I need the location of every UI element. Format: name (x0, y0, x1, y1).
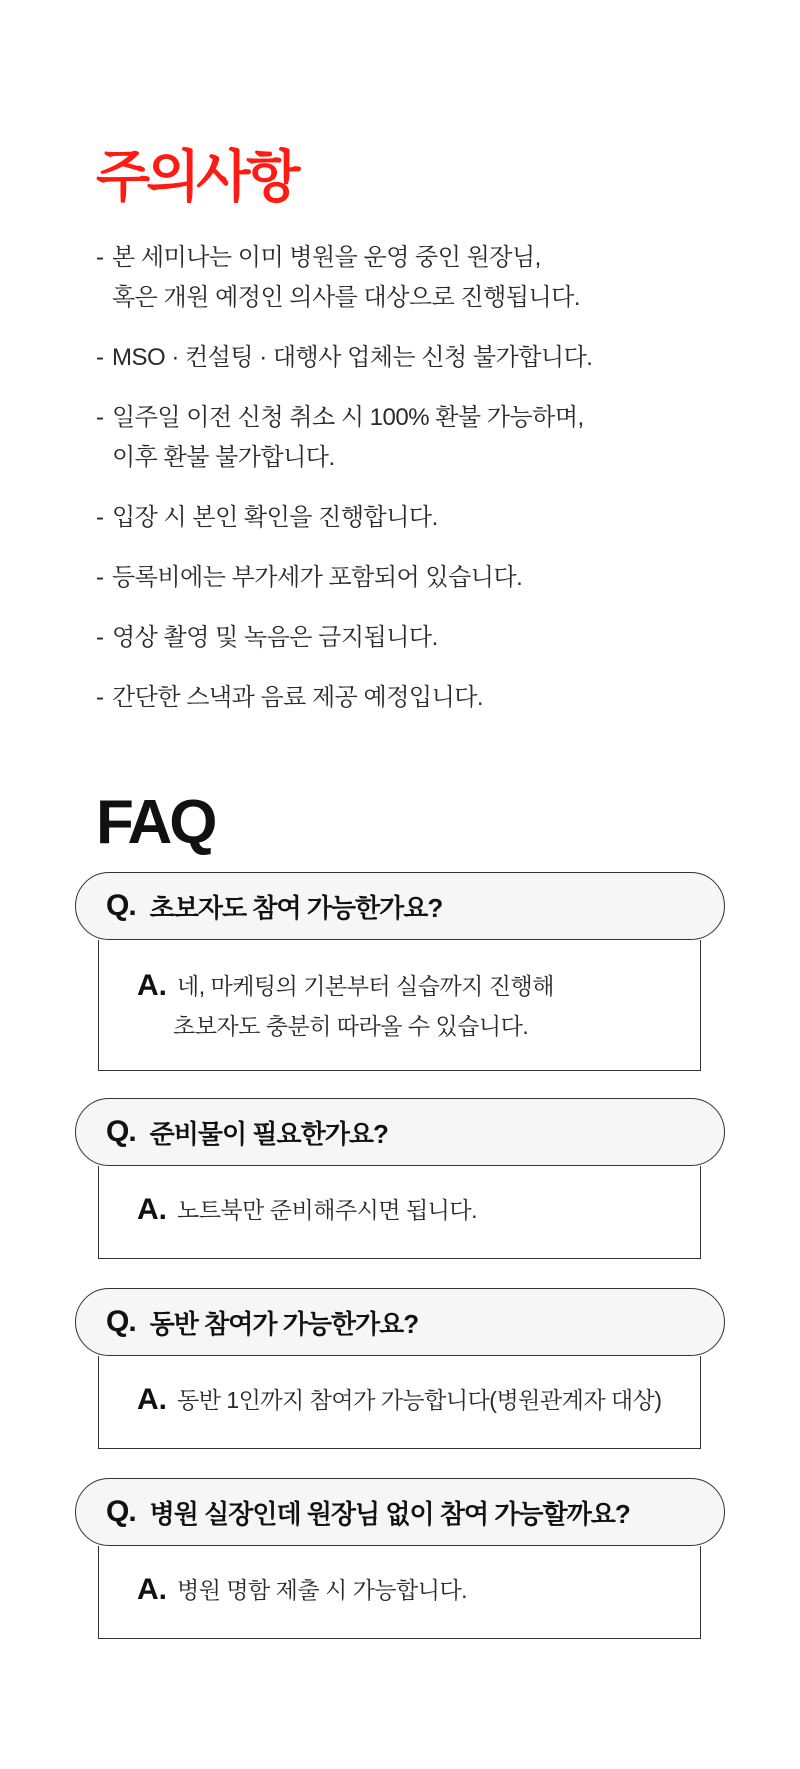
answer-line: 동반 1인까지 참여가 가능합니다(병원관계자 대상) (177, 1387, 662, 1413)
answer-text (177, 1190, 477, 1230)
list-dash: - (96, 244, 104, 271)
notice-text: 혹은 개원 예정인 의사를 대상으로 진행됩니다. (112, 284, 581, 311)
answer-text (173, 966, 554, 1046)
notice-item (96, 498, 716, 538)
faq-question[interactable] (75, 872, 725, 940)
list-dash: - (96, 564, 104, 591)
notice-text: 입장 시 본인 확인을 진행합니다. (112, 504, 438, 531)
notice-item (96, 618, 716, 658)
answer-line: 병원 명함 제출 시 가능합니다. (177, 1577, 468, 1603)
list-dash: - (96, 344, 104, 371)
answer-mark: A. (137, 969, 167, 1002)
notice-text: 이후 환불 불가합니다. (112, 444, 335, 471)
answer-text (177, 1570, 467, 1610)
question-text: 병원 실장인데 원장님 없이 참여 가능할까요? (149, 1498, 630, 1529)
notice-item (96, 338, 716, 378)
faq-item (75, 872, 725, 1071)
answer-mark: A. (137, 1383, 167, 1416)
faq-answer (98, 1356, 701, 1449)
answer-text (177, 1380, 662, 1420)
notice-list (96, 238, 716, 738)
faq-answer (98, 1166, 701, 1259)
answer-line: 노트북만 준비해주시면 됩니다. (177, 1197, 478, 1223)
notice-text: MSO · 컨설팅 · 대행사 업체는 신청 불가합니다. (112, 344, 593, 371)
question-mark: Q. (106, 889, 136, 922)
faq-answer (98, 1546, 701, 1639)
question-text: 준비물이 필요한가요? (149, 1118, 388, 1149)
notice-text: 일주일 이전 신청 취소 시 100% 환불 가능하며, (112, 404, 584, 431)
faq-question[interactable] (75, 1288, 725, 1356)
question-mark: Q. (106, 1495, 136, 1528)
answer-mark: A. (137, 1573, 167, 1606)
notice-item (96, 238, 716, 318)
question-mark: Q. (106, 1115, 136, 1148)
notice-text: 간단한 스낵과 음료 제공 예정입니다. (112, 684, 484, 711)
notice-item (96, 558, 716, 598)
faq-title: FAQ (96, 788, 215, 857)
faq-item (75, 1288, 725, 1449)
faq-question[interactable] (75, 1478, 725, 1546)
answer-line: 초보자도 충분히 따라올 수 있습니다. (173, 1013, 529, 1039)
notice-text: 본 세미나는 이미 병원을 운영 중인 원장님, (112, 244, 541, 271)
notice-item (96, 398, 716, 478)
question-mark: Q. (106, 1305, 136, 1338)
list-dash: - (96, 504, 104, 531)
notice-text: 영상 촬영 및 녹음은 금지됩니다. (112, 624, 438, 651)
notice-item (96, 678, 716, 718)
faq-item (75, 1098, 725, 1259)
faq-item (75, 1478, 725, 1639)
notice-title: 주의사항 (96, 145, 297, 208)
list-dash: - (96, 684, 104, 711)
question-text: 초보자도 참여 가능한가요? (149, 892, 443, 923)
answer-mark: A. (137, 1193, 167, 1226)
notice-text: 등록비에는 부가세가 포함되어 있습니다. (112, 564, 523, 591)
faq-question[interactable] (75, 1098, 725, 1166)
question-text: 동반 참여가 가능한가요? (149, 1308, 419, 1339)
list-dash: - (96, 624, 104, 651)
answer-line: 네, 마케팅의 기본부터 실습까지 진행해 (177, 973, 554, 999)
faq-answer (98, 940, 701, 1071)
list-dash: - (96, 404, 104, 431)
